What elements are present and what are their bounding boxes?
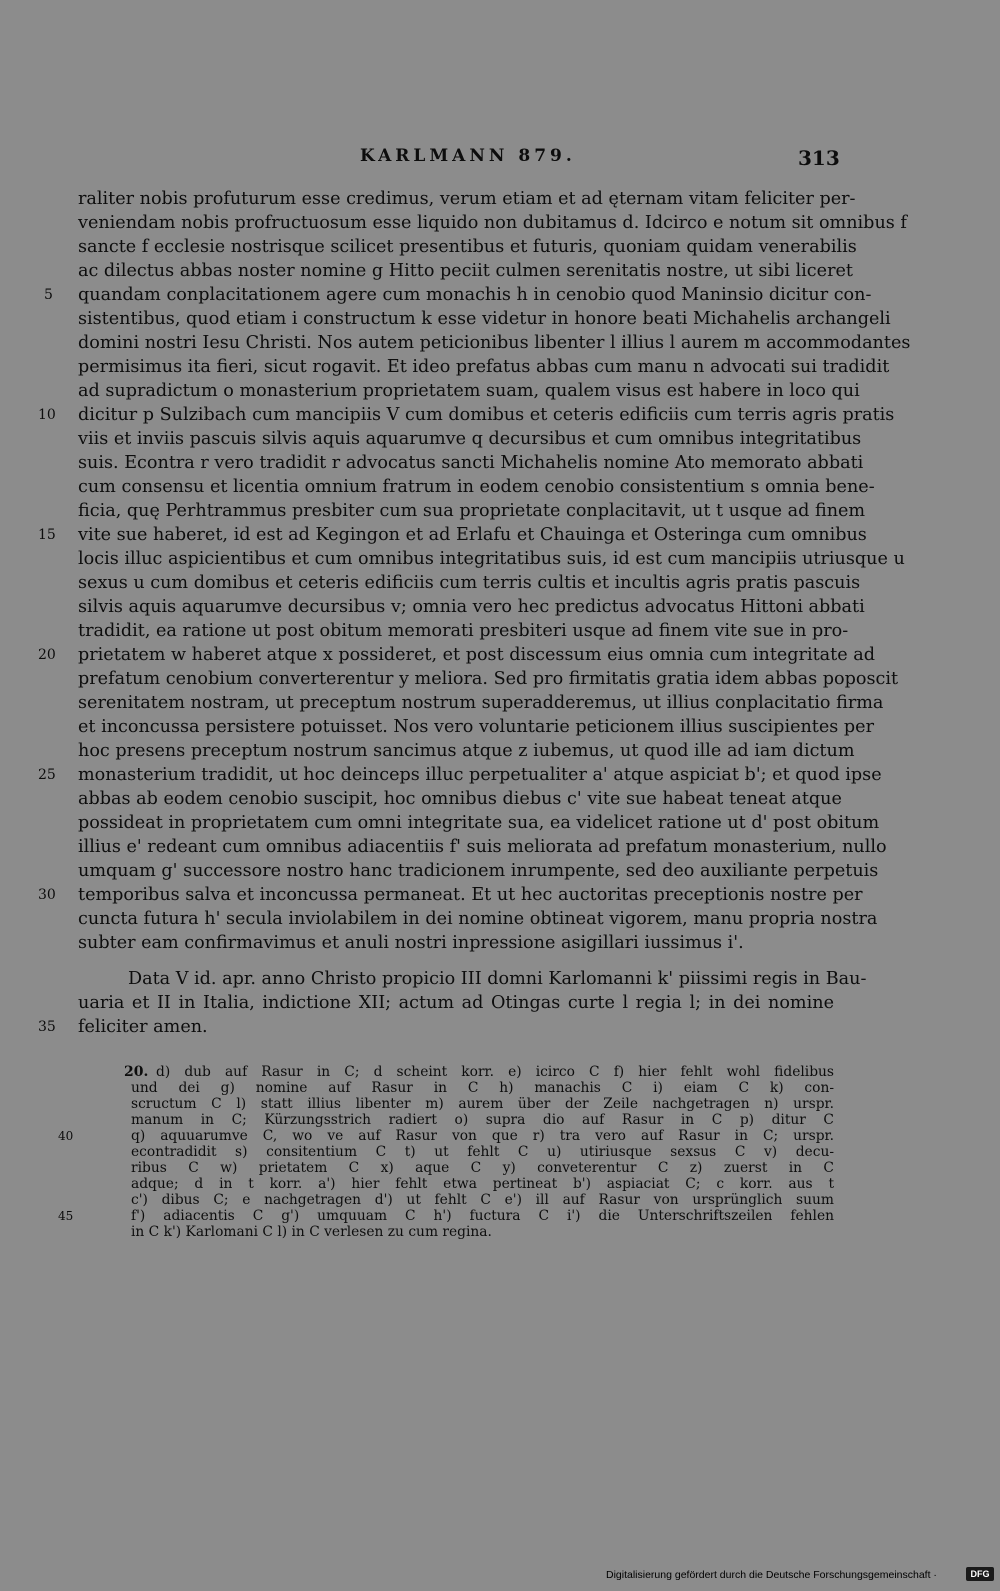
footnote-number: 20. <box>124 1064 149 1080</box>
line-number: 20 <box>38 647 56 663</box>
line-number: 35 <box>38 1019 56 1035</box>
footnote-line: ribus C w) prietatem C x) aque C y) conveterentur C z) zuerst in C <box>131 1160 834 1176</box>
body-line: raliter nobis profuturum esse credimus, verum etiam et ad ęternam vitam feliciter per- <box>78 189 856 209</box>
body-line: permisimus ita fieri, sicut rogavit. Et ideo prefatus abbas cum manu n advocati sui tradidit <box>78 357 890 377</box>
body-line: ad supradictum o monasterium proprietatem suam, qualem visus est habere in loco qui <box>78 381 860 401</box>
dating-line: Data V id. apr. anno Christo propicio III domni Karlomanni k' piissimi regis in Bau- <box>128 969 867 989</box>
dating-line: feliciter amen. <box>78 1017 208 1037</box>
dating-line: uaria et II in Italia, indictione XII; actum ad Otingas curte l regia l; in dei nomine <box>78 993 834 1013</box>
line-number: 10 <box>38 407 56 423</box>
body-line: vite sue haberet, id est ad Kegingon et ad Erlafu et Chauinga et Osteringa cum omnibus <box>78 525 867 545</box>
body-line: cum consensu et licentia omnium fratrum in eodem cenobio consistentium s omnia bene- <box>78 477 875 497</box>
body-line: abbas ab eodem cenobio suscipit, hoc omnibus diebus c' vite sue habeat teneat atque <box>78 789 842 809</box>
body-line: et inconcussa persistere potuisset. Nos vero voluntarie peticionem illius suscipientes per <box>78 717 874 737</box>
dfg-logo: DFG <box>966 1567 994 1581</box>
running-title: KARLMANN 879. <box>360 146 576 166</box>
body-line: ac dilectus abbas noster nomine g Hitto peciit culmen serenitatis nostre, ut sibi liceret <box>78 261 853 281</box>
body-line: tradidit, ea ratione ut post obitum memorati presbiteri usque ad finem vite sue in pro- <box>78 621 849 641</box>
body-line: locis illuc aspicientibus et cum omnibus integritatibus suis, id est cum mancipiis utriusque u <box>78 549 905 569</box>
body-line: ficia, quę Perhtrammus presbiter cum sua proprietate conplacitavit, ut t usque ad finem <box>78 501 866 521</box>
body-line: possideat in proprietatem cum omni integritate sua, ea videlicet ratione ut d' post obitum <box>78 813 880 833</box>
body-line: silvis aquis aquarumve decursibus v; omnia vero hec predictus advocatus Hittoni abbati <box>78 597 865 617</box>
footnote-line: c') dibus C; e nachgetragen d') ut fehlt C e') ill auf Rasur von ursprünglich suum <box>131 1192 834 1208</box>
footnote-line: q) aquuarumve C, wo ve auf Rasur von que r) tra vero auf Rasur in C; urspr. <box>131 1128 834 1144</box>
body-line: domini nostri Iesu Christi. Nos autem peticionibus libenter l illius l aurem m accommodantes <box>78 333 911 353</box>
footnote-line-number: 45 <box>58 1209 74 1223</box>
body-line: illius e' redeant cum omnibus adiacentiis f' suis meliorata ad prefatum monasterium, nullo <box>78 837 887 857</box>
line-number: 25 <box>38 767 56 783</box>
body-line: veniendam nobis profructuosum esse liquido non dubitamus d. Idcirco e notum sit omnibus f <box>78 213 907 233</box>
body-line: sancte f ecclesie nostrisque scilicet presentibus et futuris, quoniam quidam venerabilis <box>78 237 857 257</box>
body-line: quandam conplacitationem agere cum monachis h in cenobio quod Maninsio dicitur con- <box>78 285 872 305</box>
body-line: umquam g' successore nostro hanc tradicionem inrumpente, sed deo auxiliante perpetuis <box>78 861 879 881</box>
footnote-line: manum in C; Kürzungsstrich radiert o) supra dio auf Rasur in C p) ditur C <box>131 1112 834 1128</box>
body-line: hoc presens preceptum nostrum sancimus atque z iubemus, ut quod ille ad iam dictum <box>78 741 855 761</box>
footnote-line: in C k') Karlomani C l) in C verlesen zu cum regina. <box>131 1224 492 1240</box>
body-line: temporibus salva et inconcussa permaneat. Et ut hec auctoritas preceptionis nostre per <box>78 885 863 905</box>
footnote-line: scructum C l) statt illius libenter m) aurem über der Zeile nachgetragen n) urspr. <box>131 1096 834 1112</box>
page-number: 313 <box>798 146 840 170</box>
body-line: dicitur p Sulzibach cum mancipiis V cum domibus et ceteris edificiis cum terris agris pratis <box>78 405 895 425</box>
footnote-line: f') adiacentis C g') umquuam C h') fuctura C i') die Unterschriftszeilen fehlen <box>131 1208 834 1224</box>
body-line: monasterium tradidit, ut hoc deinceps illuc perpetualiter a' atque aspiciat b'; et quod ipse <box>78 765 882 785</box>
body-line: prietatem w haberet atque x possideret, et post discessum eius omnia cum integritate ad <box>78 645 875 665</box>
body-line: cuncta futura h' secula inviolabilem in dei nomine obtineat vigorem, manu propria nostra <box>78 909 878 929</box>
footnote-line: adque; d in t korr. a') hier fehlt etwa pertineat b') aspiaciat C; c korr. aus t <box>131 1176 834 1192</box>
line-number: 15 <box>38 527 56 543</box>
footnote-line: econtradidit s) consitentium C t) ut fehlt C u) utiriusque sexsus C v) decu- <box>131 1144 834 1160</box>
line-number: 30 <box>38 887 56 903</box>
body-line: serenitatem nostram, ut preceptum nostrum superadderemus, ut illius conplacitatio firma <box>78 693 884 713</box>
footnote-line: d) dub auf Rasur in C; d scheint korr. e) icirco C f) hier fehlt wohl fidelibus <box>156 1064 834 1080</box>
body-line: sexus u cum domibus et ceteris edificiis cum terris cultis et incultis agris pratis pascuis <box>78 573 861 593</box>
footnote-line-number: 40 <box>58 1129 74 1143</box>
line-number: 5 <box>44 287 53 303</box>
body-line: suis. Econtra r vero tradidit r advocatus sancti Michahelis nomine Ato memorato abbati <box>78 453 864 473</box>
body-line: viis et inviis pascuis silvis aquis aquarumve q decursibus et cum omnibus integritatibus <box>78 429 862 449</box>
digitization-credit: Digitalisierung gefördert durch die Deutsche Forschungsgemeinschaft · <box>606 1569 937 1581</box>
body-line: prefatum cenobium converterentur y meliora. Sed pro firmitatis gratia idem abbas poposcit <box>78 669 899 689</box>
footnote-line: und dei g) nomine auf Rasur in C h) manachis C i) eiam C k) con- <box>131 1080 834 1096</box>
body-line: subter eam confirmavimus et anuli nostri inpressione asigillari iussimus i'. <box>78 933 744 953</box>
body-line: sistentibus, quod etiam i constructum k esse videtur in honore beati Michahelis archangeli <box>78 309 891 329</box>
